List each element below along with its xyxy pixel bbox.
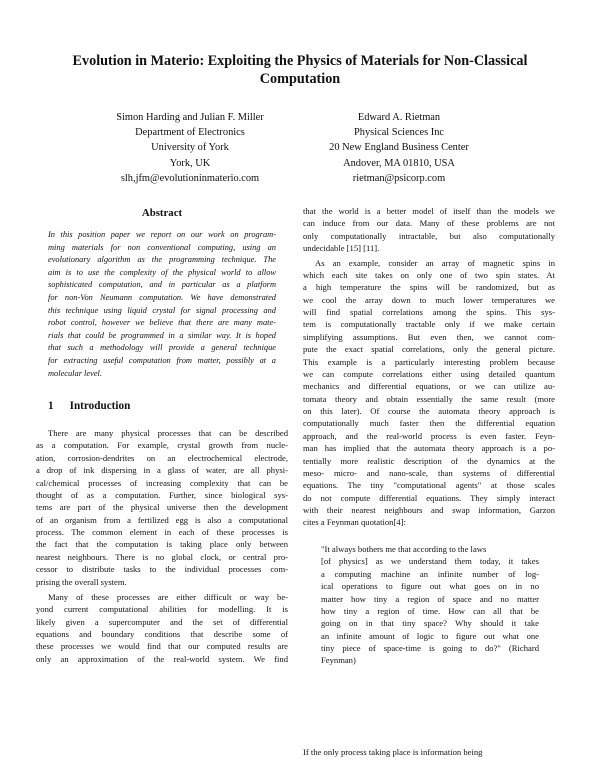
body-line: approach, and the real-world process is even faster. Feyn- [303, 430, 555, 441]
abstract-line: sophisticated computation, and in particular as a platform [48, 280, 276, 290]
right-column-body [303, 205, 555, 529]
body-line: only computationally intractable, but also computationally [303, 230, 555, 241]
abstract-line: this technique using liquid crystal for signal processing and [48, 305, 276, 315]
body-line: can induce from our data. Many of these problems are not [303, 218, 555, 229]
intro-body [36, 427, 288, 665]
body-line: tems are part of the physical universe then the development [36, 502, 288, 513]
author-line: Andover, MA 01810, USA [343, 157, 455, 169]
quote-line: matter how tiny a region of space and no matter [321, 593, 539, 604]
body-line: mechanics and differential equations, or we can utilize au- [303, 381, 555, 392]
body-line: of an organism from a fertilized egg is also a computational [36, 514, 288, 525]
body-line: cal/chemical processes of increasing complexity that can be [36, 477, 288, 488]
body-line: process. The common element in each of these processes is [36, 527, 288, 537]
abstract-line: for extracting useful computation from matter, possibly at a [48, 355, 276, 365]
body-line: nearest neighbours. There is no global clock, or central pro- [36, 551, 288, 562]
title-line-2: Computation [259, 71, 341, 87]
body-line: that the world is a better model of itself than the models we [303, 206, 555, 216]
body-line: with their nearest neighbours and swap information, Garzon [303, 505, 555, 515]
body-line: we can compute correlations either using detailed quantum [303, 368, 555, 379]
body-line: on this later). Of course the automata theory approach is [303, 406, 555, 416]
body-line: the fact that the computation is taking place only between [36, 539, 288, 550]
quote-line: tiny piece of space-time is going to do?" (Richard [321, 643, 539, 653]
quote-line: Feynman) [321, 655, 356, 666]
author-line: Simon Harding and Julian F. Miller [116, 112, 264, 123]
body-line: cites a Feynman quotation[4]: [303, 517, 406, 528]
body-line: thought of as a computation. Further, since biological sys- [36, 489, 288, 500]
body-line: we cool the array down to much lower temperatures we [303, 294, 555, 305]
author-line: University of York [151, 142, 229, 154]
body-line: prising the overall system. [36, 576, 127, 587]
body-line: tomata theory and obtain essentially the same result (more [303, 393, 555, 404]
body-line: Many of these processes are either difficult or way be- [48, 591, 288, 602]
author-email: slh,jfm@evolutioninmaterio.com [120, 172, 260, 184]
author-line: Department of Electronics [135, 127, 245, 139]
abstract-line: robot control, however we believe that there are many mate- [48, 318, 276, 328]
body-line: only an approximation of the real-world system. We find [36, 653, 288, 664]
quote-line: "It always bothers me that according to the laws [321, 544, 487, 554]
body-line: as a computation. For example, crystal growth from nucle- [36, 440, 288, 451]
abstract-line: that such a methodology will provide a general technique [48, 343, 276, 353]
paper-title [40, 52, 560, 88]
body-line: ation, corrosion-dendrites on an electrochemical electrode, [36, 452, 288, 463]
abstract-line: evolutionary algorithm as the programming technique. The [48, 255, 276, 265]
author-line: Edward A. Rietman [357, 112, 441, 123]
abstract-line: ming materials for non conventional computing, using an [48, 242, 276, 252]
abstract-line: for non-Von Neumann computation. We have demonstrated [48, 292, 276, 302]
body-line: simplifying assumptions. But even then, we cannot com- [303, 331, 555, 342]
author-line: 20 New England Business Center [329, 142, 469, 154]
author-block-2 [308, 110, 490, 186]
body-line: This example is a particularly interesting problem because [303, 356, 555, 367]
body-line: a drop of ink dispersing in a glass of water, are all physi- [36, 465, 288, 476]
block-quote [321, 543, 539, 667]
quote-line: a computing machine an infinite number of log- [321, 568, 539, 579]
section-number: 1 [48, 400, 54, 412]
body-line: a high temperature the spins will be randomized, but as [303, 282, 555, 293]
quote-line: [of physics] as we understand them today, it takes [321, 556, 539, 567]
abstract-line: rials that could be programmed in a similar way. It is hoped [48, 330, 276, 340]
body-line: As an example, consider an array of magnetic spins in [315, 257, 555, 268]
author-line: Physical Sciences Inc [353, 127, 445, 139]
abstract-heading: Abstract [141, 207, 183, 219]
body-line: There are many physical processes that can be described [48, 428, 288, 438]
author-line: York, UK [169, 157, 211, 169]
body-line: which each site takes on only one of two spin states. At [303, 269, 555, 280]
body-line: these processes we would find that our computed results are [36, 641, 288, 652]
body-line: likely given a supercomputer and the set of differential [36, 616, 288, 627]
quote-line: an infinite amount of logic to figure out what one [321, 630, 539, 641]
body-line: man has implied that the automata theory approach is a po- [303, 443, 555, 454]
body-line: equations and boundary conditions that describe some of [36, 629, 288, 639]
title-line-1: Evolution in Materio: Exploiting the Physics of Materials for Non-Classical [72, 53, 528, 69]
section-heading [48, 400, 146, 412]
body-line: tentially more realistic description of the dynamics at the [303, 455, 555, 466]
body-line: will find spatial correlations among the spins. This sys- [303, 307, 555, 317]
body-line: do not compute differential equations. They simply interact [303, 492, 555, 503]
body-line: tem is computationally tractable only if we make certain [303, 319, 555, 330]
body-line: yond current computational abilities for modelling. It is [36, 604, 288, 615]
body-line: meso- micro- and nano-scale, than systems of differential [303, 467, 555, 478]
quote-line: going on in that tiny space? Why should it take [321, 618, 539, 629]
abstract-line: aim is to use the complexity of the physical world to allow [48, 267, 276, 277]
abstract-body [48, 229, 276, 380]
body-line: computationally much faster then the differential equation [303, 418, 555, 429]
author-email: rietman@psicorp.com [352, 172, 446, 184]
body-line: pute the exact spatial correlations, only the general picture. [303, 344, 555, 355]
abstract-line: In this position paper we report on our work on program- [48, 230, 276, 239]
author-block-1 [90, 110, 290, 186]
quote-line: ical operations to figure out what goes on in no [321, 581, 539, 592]
abstract-line: molecular level. [48, 368, 102, 378]
body-line: cessor to distribute tasks to the individual processes com- [36, 564, 288, 575]
section-title: Introduction [69, 400, 131, 412]
quote-line: how tiny a region of time. How can all that be [321, 605, 539, 616]
body-line: undecidable [15] [11]. [303, 243, 380, 254]
body-line: equations. The tiny "computational agents" at those scales [303, 480, 555, 491]
body-line: If the only process taking place is information being [303, 747, 483, 757]
